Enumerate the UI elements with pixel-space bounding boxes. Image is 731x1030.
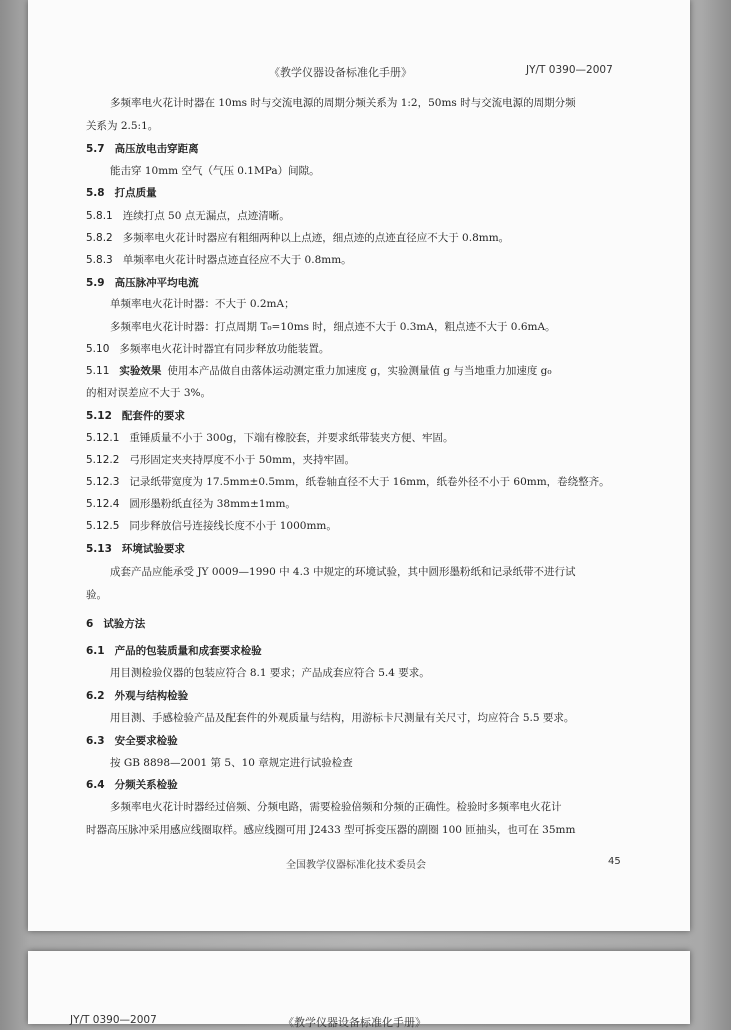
section-number: 5.13 <box>86 543 112 555</box>
section-title: 产品的包装质量和成套要求检验 <box>114 645 262 657</box>
section-6-4-body-line-1: 多频率电火花计时器经过倍频、分频电路，需要检验倍频和分频的正确性。检验时多频率电火花计 <box>110 801 562 813</box>
section-6-2-body: 用目测、手感检验产品及配套件的外观质量与结构，用游标卡尺测量有关尺寸，均应符合 5.5 要求。 <box>110 712 575 724</box>
section-5-9-body-line-2: 多频率电火花计时器：打点周期 T₀=10ms 时，细点迹不大于 0.3mA，粗点迹不大于 0.6mA。 <box>110 321 556 333</box>
clause-title: 实验效果 <box>119 365 162 377</box>
clause-number: 5.12.5 <box>86 520 120 532</box>
clause-number: 5.12.3 <box>86 476 120 488</box>
clause-5-11 <box>86 364 552 378</box>
section-title: 外观与结构检验 <box>114 690 189 702</box>
section-6-2-heading <box>86 689 188 703</box>
section-5-9-body-line-1: 单频率电火花计时器：不大于 0.2mA； <box>110 298 295 310</box>
paragraph-intro-line-2: 关系为 2.5:1。 <box>86 120 159 132</box>
page-header-title: 《教学仪器设备标准化手册》 <box>283 1016 426 1029</box>
clause-text: 记录纸带宽度为 17.5mm±0.5mm，纸卷轴直径不大于 16mm，纸卷外径不小于 60mm，卷绕整齐。 <box>129 476 610 488</box>
section-number: 6.4 <box>86 779 105 791</box>
section-number: 5.12 <box>86 410 112 422</box>
clause-5-8-2 <box>86 231 509 245</box>
clause-number: 5.12.1 <box>86 432 120 444</box>
clause-text: 同步释放信号连接线长度不小于 1000mm。 <box>129 520 337 532</box>
clause-5-12-4 <box>86 497 296 511</box>
clause-number: 5.10 <box>86 343 110 355</box>
clause-text: 多频率电火花计时器应有粗细两种以上点迹，细点迹的点迹直径应不大于 0.8mm。 <box>122 232 510 244</box>
clause-text: 使用本产品做自由落体运动测定重力加速度 g，实验测量值 g 与当地重力加速度 g₀ <box>167 365 552 377</box>
section-title: 高压放电击穿距离 <box>114 143 199 155</box>
clause-5-12-5 <box>86 519 337 533</box>
clause-number: 5.12.2 <box>86 454 120 466</box>
clause-text: 单频率电火花计时器点迹直径应不大于 0.8mm。 <box>122 254 352 266</box>
section-title: 环境试验要求 <box>121 543 185 555</box>
clause-number: 5.12.4 <box>86 498 120 510</box>
clause-5-8-1 <box>86 209 290 223</box>
section-5-13-heading <box>86 542 185 556</box>
clause-text: 多频率电火花计时器宜有同步释放功能装置。 <box>119 343 330 355</box>
section-5-13-body-line-2: 验。 <box>86 589 107 601</box>
section-title: 高压脉冲平均电流 <box>114 277 199 289</box>
paragraph-intro-line-1: 多频率电火花计时器在 10ms 时与交流电源的周期分频关系为 1:2，50ms 时与交流电源的周期分频 <box>110 97 576 109</box>
section-title: 试验方法 <box>103 618 146 630</box>
clause-number: 5.8.3 <box>86 254 113 266</box>
document-page-next <box>28 951 690 1029</box>
clause-5-12-2 <box>86 453 355 467</box>
section-title: 打点质量 <box>114 187 157 199</box>
page-header-code: JY/T 0390—2007 <box>70 1014 157 1026</box>
section-number: 6.3 <box>86 735 105 747</box>
document-page-45 <box>28 0 690 931</box>
section-6-4-body-line-2: 时器高压脉冲采用感应线圈取样。感应线圈可用 J2433 型可拆变压器的副圈 100 匝抽头，也可在 35mm <box>86 824 576 836</box>
section-number: 6 <box>86 618 94 630</box>
section-6-4-heading <box>86 778 178 792</box>
section-6-1-heading <box>86 644 262 658</box>
clause-text: 圆形墨粉纸直径为 38mm±1mm。 <box>129 498 296 510</box>
clause-text: 重锤质量不小于 300g，下端有橡胶套，并要求纸带装夹方便、牢固。 <box>129 432 454 444</box>
clause-text: 弓形固定夹夹持厚度不小于 50mm，夹持牢固。 <box>129 454 356 466</box>
section-title: 分频关系检验 <box>114 779 178 791</box>
section-title: 配套件的要求 <box>121 410 185 422</box>
section-number: 6.1 <box>86 645 105 657</box>
section-5-7-heading <box>86 142 199 156</box>
section-6-1-body: 用目测检验仪器的包装应符合 8.1 要求；产品成套应符合 5.4 要求。 <box>110 667 430 679</box>
page-footer-org: 全国教学仪器标准化技术委员会 <box>286 860 426 871</box>
section-5-13-body-line-1: 成套产品应能承受 JY 0009—1990 中 4.3 中规定的环境试验，其中圆形墨粉纸和记录纸带不进行试 <box>110 566 576 578</box>
section-title: 安全要求检验 <box>114 735 178 747</box>
page-number: 45 <box>608 856 621 867</box>
page-header-title: 《教学仪器设备标准化手册》 <box>269 66 412 79</box>
clause-5-10 <box>86 342 329 356</box>
section-5-12-heading <box>86 409 185 423</box>
clause-5-11-line-2: 的相对误差应不大于 3%。 <box>86 387 211 399</box>
chapter-6-heading <box>86 617 145 631</box>
section-5-9-heading <box>86 276 199 290</box>
clause-number: 5.8.2 <box>86 232 113 244</box>
clause-5-12-3 <box>86 475 610 489</box>
section-5-8-heading <box>86 186 157 200</box>
clause-text: 连续打点 50 点无漏点，点迹清晰。 <box>122 210 290 222</box>
section-number: 6.2 <box>86 690 105 702</box>
clause-5-8-3 <box>86 253 352 267</box>
page-header-code: JY/T 0390—2007 <box>526 64 613 76</box>
section-6-3-body: 按 GB 8898—2001 第 5、10 章规定进行试验检查 <box>110 757 353 769</box>
section-number: 5.9 <box>86 277 105 289</box>
section-6-3-heading <box>86 734 178 748</box>
clause-number: 5.8.1 <box>86 210 113 222</box>
clause-5-12-1 <box>86 431 454 445</box>
section-number: 5.8 <box>86 187 105 199</box>
section-number: 5.7 <box>86 143 105 155</box>
clause-number: 5.11 <box>86 365 110 377</box>
section-5-7-body: 能击穿 10mm 空气（气压 0.1MPa）间隙。 <box>110 165 320 177</box>
